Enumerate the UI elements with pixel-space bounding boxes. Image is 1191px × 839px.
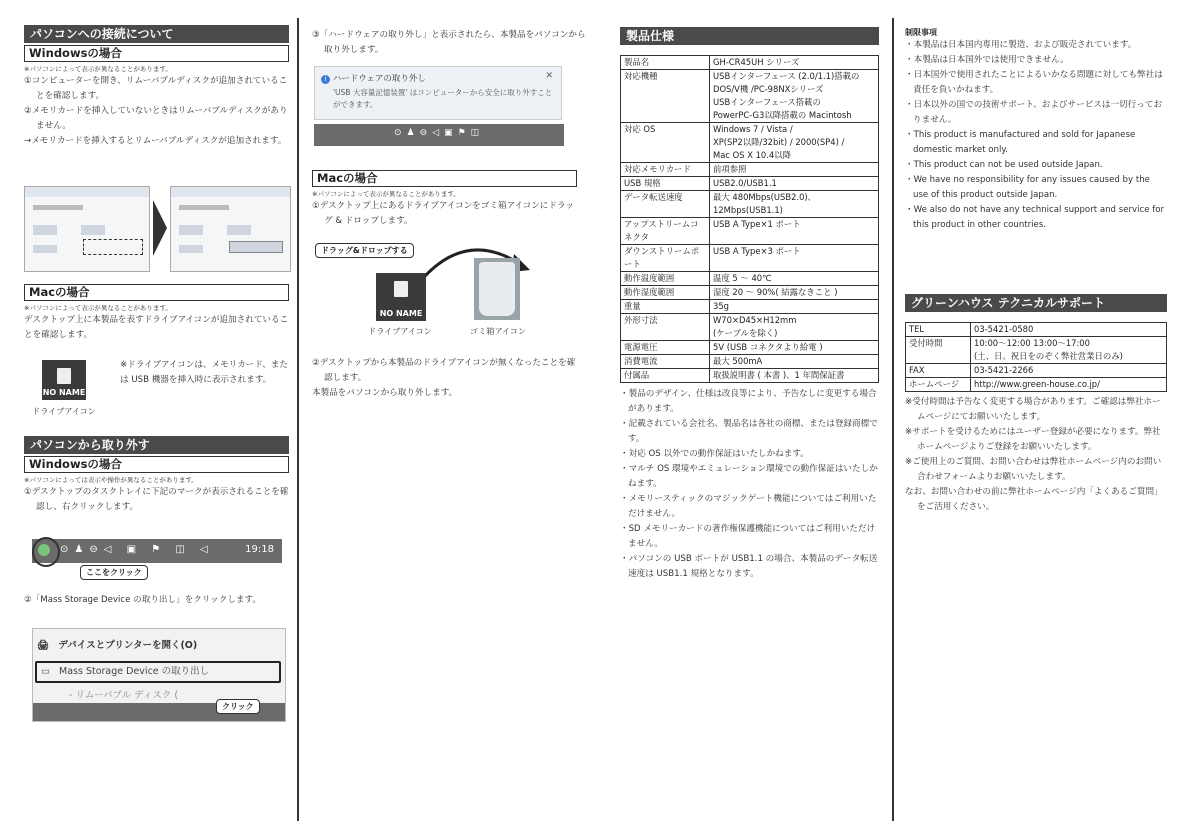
menu-item-devices[interactable]: 🖨 デバイスとプリンターを開く(O) [37, 640, 198, 651]
table-label-cell: 重量 [621, 300, 710, 314]
remove-step1: ①デスクトップのタスクトレイに下記のマークが表示されることを確認し、右クリックします。 [24, 487, 289, 512]
table-label-cell: USB 規格 [621, 177, 710, 191]
restriction-item: ・日本以外の国での技術サポート、およびサービスは一切行っておりません。 [905, 100, 1163, 125]
table-value-cell: GH-CR45UH シリーズ [710, 56, 879, 70]
table-label-cell: FAX [906, 364, 971, 378]
restriction-item: ・日本国外で使用されたことによるいかなる問題に対しても弊社は責任を負いかねます。 [905, 70, 1163, 95]
table-label-cell: ホームページ [906, 378, 971, 392]
table-value-cell: 10:00～12:00 13:00～17:00 (土、日、祝日をのぞく弊社営業日のみ) [971, 337, 1167, 364]
connect-windows-title: Windowsの場合 [24, 45, 289, 62]
column-divider-2 [892, 18, 894, 821]
tray-highlight-circle [32, 537, 60, 567]
table-value-cell: W70×D45×H12mm (ケーブルを除く) [710, 314, 879, 341]
table-row [621, 163, 879, 177]
column-3 [620, 0, 879, 839]
table-row [621, 300, 879, 314]
taskbar-tray [32, 539, 282, 563]
spec-notes [620, 387, 879, 582]
remove-windows-title: Windowsの場合 [24, 456, 289, 473]
trash-caption: ゴミ箱アイコン [469, 326, 527, 336]
restriction-item: ・This product is manufactured and sold for Japanese domestic market only. [905, 130, 1136, 155]
drive-icon-caption: ドライブアイコン [32, 406, 96, 416]
table-row [621, 355, 879, 369]
table-row [906, 364, 1167, 378]
restriction-item: ・We also do not have any technical support and service for this product in other countries. [905, 205, 1165, 230]
table-row [621, 286, 879, 300]
remove-mac-step3: 本製品をパソコンから取り外します。 [312, 388, 458, 398]
table-value-cell: 03-5421-0580 [971, 323, 1167, 337]
table-label-cell: 対応機種 [621, 70, 710, 123]
spec-note: ・記載されている会社名、製品名は各社の商標、または登録商標です。 [620, 419, 878, 444]
table-value-cell: Windows 7 / Vista / XP(SP2以降/32bit) / 2000(SP4) / Mac OS X 10.4以降 [710, 123, 879, 163]
table-label-cell: 対応メモリカード [621, 163, 710, 177]
remove-mac-step2: ②デスクトップから本製品のドライブアイコンが無くなったことを確認します。 [312, 358, 576, 383]
explorer-after-image [170, 186, 291, 272]
table-label-cell: ダウンストリームポート [621, 245, 710, 272]
table-label-cell: 外形寸法 [621, 314, 710, 341]
connect-step: →メモリカードを挿入するとリムーバブルディスクが追加されます。 [24, 136, 287, 146]
drag-drop-label: ドラッグ&ドロップする [315, 243, 414, 258]
connect-mac-note: ※パソコンによって表示が異なることがあります。 [24, 304, 172, 312]
table-label-cell: 製品名 [621, 56, 710, 70]
table-row [906, 378, 1167, 392]
tray-icons: ⊙♟⊖◁ ▣ ⚑ ◫ ◁ [60, 544, 214, 555]
table-label-cell: 電源電圧 [621, 341, 710, 355]
table-row [906, 337, 1167, 364]
table-value-cell: 取扱説明書 ( 本書 )、1 年間保証書 [710, 369, 879, 383]
table-value-cell: 35g [710, 300, 879, 314]
table-label-cell: 動作温度範囲 [621, 272, 710, 286]
table-row [621, 272, 879, 286]
column-4 [905, 0, 1167, 839]
connect-step: ①コンピューターを開き、リムーバブルディスクが追加されていることを確認します。 [24, 76, 288, 101]
column-2 [312, 0, 586, 839]
remove-step2: ②「Mass Storage Device の取り出し」をクリックします。 [24, 595, 262, 605]
table-value-cell: USB A Type×3 ポート [710, 245, 879, 272]
table-value-cell: 最大 500mA [710, 355, 879, 369]
mac-drive-icon: NO NAME [376, 273, 426, 321]
arrow-icon [153, 200, 167, 256]
support-note: なお、お問い合わせの前に弊社ホームページ内「よくあるご質問」をご活用ください。 [905, 487, 1163, 512]
connect-mac-title: Macの場合 [24, 284, 289, 301]
table-row [621, 369, 879, 383]
remove-mac-note: ※パソコンによって表示が異なることがあります。 [312, 190, 460, 198]
remove-step3: ③「ハードウェアの取り外し」と表示されたら、本製品をパソコンから取り外します。 [312, 30, 586, 55]
table-value-cell: USB2.0/USB1.1 [710, 177, 879, 191]
column-divider-1 [297, 18, 299, 821]
table-row [906, 323, 1167, 337]
table-value-cell: USBインターフェース (2.0/1.1)搭載のDOS/V機 /PC-98NXシリーズ USBインターフェース搭載の PowerPC-G3以降搭載の Macintosh [710, 70, 879, 123]
table-row [621, 341, 879, 355]
table-label-cell: アップストリームコネクタ [621, 218, 710, 245]
spec-note: ・パソコンの USB ポートが USB1.1 の場合、本製品のデータ転送速度は USB1.1 規格となります。 [620, 554, 878, 579]
usb-drive-icon: ▭ [41, 666, 50, 677]
tray-callout: ここをクリック [80, 565, 148, 580]
table-value-cell: 最大 480Mbps(USB2.0)、 12Mbps(USB1.1) [710, 191, 879, 218]
drive-caption: ドライブアイコン [368, 326, 432, 336]
info-icon: i [321, 75, 330, 84]
table-label-cell: 消費電流 [621, 355, 710, 369]
spec-note: ・メモリースティックのマジックゲート機能についてはご利用いただけません。 [620, 494, 877, 519]
menu-item-eject[interactable]: ▭ Mass Storage Device の取り出し [35, 661, 281, 683]
remove-windows-note: ※パソコンによっては表示や操作が異なることがあります。 [24, 476, 198, 484]
remove-mac-step1: ①デスクトップ上にあるドライブアイコンをゴミ箱アイコンにドラッグ & ドロップします。 [312, 201, 574, 226]
balloon-taskbar: ⊙♟⊖◁▣⚑◫ [314, 124, 564, 146]
spec-note: ・マルチ OS 環境やエミュレーション環境での動作保証はいたしかねます。 [620, 464, 878, 489]
connect-windows-note: ※パソコンによって表示が異なることがあります。 [24, 65, 172, 73]
table-row [621, 245, 879, 272]
drive-icon-note: ※ドライブアイコンは、メモリカード、または USB 機器を挿入時に表示されます。 [120, 360, 288, 385]
drive-icon: NO NAME [42, 360, 86, 400]
tray-clock: 19:18 [245, 544, 274, 555]
menu-item-removable[interactable]: - リムーバブル ディスク ( [69, 690, 179, 701]
table-label-cell: 動作湿度範囲 [621, 286, 710, 300]
table-row [621, 177, 879, 191]
table-label-cell: データ転送速度 [621, 191, 710, 218]
remove-mac-title: Macの場合 [312, 170, 577, 187]
balloon-title: ハードウェアの取り外し [332, 74, 426, 84]
support-table [905, 322, 1167, 392]
printer-icon: 🖨 [37, 640, 50, 651]
connect-mac-text: デスクトップ上に本製品を表すドライブアイコンが追加されていることを確認します。 [24, 315, 289, 340]
balloon-text: 'USB 大容量記憶装置' はコンピューターから安全に取り外すことができます。 [333, 88, 553, 109]
hardware-removal-balloon [314, 66, 562, 120]
table-value-cell: 5V (USB コネクタより給電 ) [710, 341, 879, 355]
support-note: ※受付時間は予告なく変更する場合があります。ご確認は弊社ホームページにてお願いいたします。 [905, 397, 1161, 422]
spec-section-title: 製品仕様 [620, 27, 879, 45]
restriction-item: ・This product can not be used outside Japan. [905, 160, 1103, 170]
table-row [621, 123, 879, 163]
table-label-cell: 受付時間 [906, 337, 971, 364]
table-row [621, 191, 879, 218]
remove-section-title: パソコンから取り外す [24, 436, 289, 454]
menu-callout: クリック [216, 699, 260, 714]
spec-table [620, 55, 879, 383]
table-value-cell: 湿度 20 ～ 90%( 結露なきこと ) [710, 286, 879, 300]
table-row [621, 56, 879, 70]
restriction-item: ・本製品は日本国外では使用できません。 [905, 55, 1069, 65]
spec-note: ・対応 OS 以外での動作保証はいたしかねます。 [620, 449, 809, 459]
table-row [621, 314, 879, 341]
spec-note: ・SD メモリーカードの著作権保護機能についてはご利用いただけません。 [620, 524, 876, 549]
table-value-cell: 前項参照 [710, 163, 879, 177]
trash-icon [474, 258, 520, 320]
table-value-cell: http://www.green-house.co.jp/ [971, 378, 1167, 392]
connect-step: ②メモリカードを挿入していないときはリムーバブルディスクがありません。 [24, 106, 288, 131]
restrictions-list [905, 38, 1167, 233]
table-label-cell: 対応 OS [621, 123, 710, 163]
connect-windows-steps [24, 74, 289, 149]
restriction-item: ・本製品は日本国内専用に製造、および販売されています。 [905, 40, 1137, 50]
connect-section-title: パソコンへの接続について [24, 25, 289, 43]
support-section-title: グリーンハウス テクニカルサポート [905, 294, 1167, 312]
table-value-cell: 温度 5 ～ 40℃ [710, 272, 879, 286]
restrictions-title: 制限事項 [905, 28, 937, 37]
restriction-item: ・We have no responsibility for any issues caused by the use of this product outside Japan. [905, 175, 1150, 200]
explorer-before-image [24, 186, 150, 272]
support-notes [905, 395, 1167, 515]
support-note: ※ご使用上のご質問、お問い合わせは弊社ホームページ内のお問い合わせフォームよりお願いいたします。 [905, 457, 1162, 482]
table-value-cell: 03-5421-2266 [971, 364, 1167, 378]
column-1 [24, 0, 289, 839]
close-icon[interactable]: ✕ [545, 71, 553, 81]
table-label-cell: TEL [906, 323, 971, 337]
spec-note: ・製品のデザイン、仕様は改良等により、予告なしに変更する場合があります。 [620, 389, 877, 414]
table-row [621, 70, 879, 123]
table-value-cell: USB A Type×1 ポート [710, 218, 879, 245]
support-note: ※サポートを受けるためにはユーザー登録が必要になります。弊社ホームページよりご登録をお願いいたします。 [905, 427, 1161, 452]
table-label-cell: 付属品 [621, 369, 710, 383]
table-row [621, 218, 879, 245]
